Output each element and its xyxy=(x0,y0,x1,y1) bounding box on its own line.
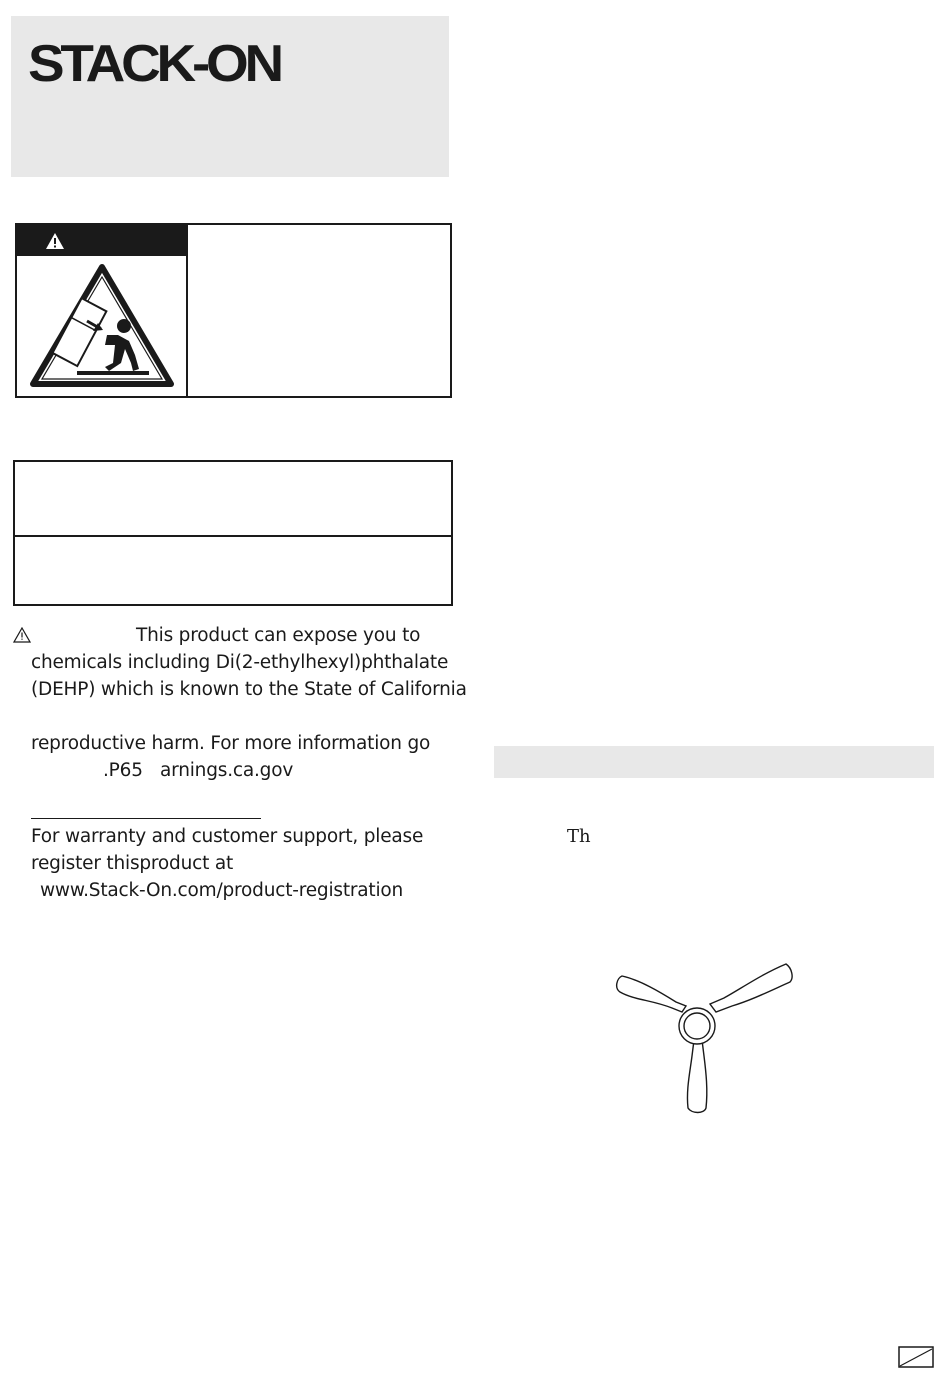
support-line-2: register thisproduct at xyxy=(31,853,234,874)
box-icon xyxy=(898,1346,934,1368)
prop65-line-3: (DEHP) which is known to the State of California xyxy=(31,679,467,700)
tip-over-warning-box xyxy=(15,223,452,398)
prop65-line-5b[interactable]: arnings.ca.gov xyxy=(160,760,294,781)
three-spoke-handle-icon xyxy=(612,960,794,1116)
section-band xyxy=(494,746,934,778)
warning-header-bar xyxy=(17,225,186,256)
warning-triangle-icon xyxy=(45,232,65,250)
prop65-line-1: This product can expose you to xyxy=(136,625,421,646)
notice-box xyxy=(13,460,453,606)
right-text-fragment: Th xyxy=(567,826,591,847)
notice-divider xyxy=(15,535,451,537)
section-rule xyxy=(31,818,261,819)
warning-triangle-icon xyxy=(13,627,31,643)
stack-on-logo xyxy=(28,36,288,88)
support-line-1: For warranty and customer support, please xyxy=(31,826,424,847)
svg-text:STACK-ON: STACK-ON xyxy=(28,36,282,88)
registration-link[interactable]: www.Stack-On.com/product-registration xyxy=(40,880,404,901)
warning-divider xyxy=(186,225,188,396)
tip-over-hazard-icon xyxy=(29,263,175,389)
prop65-line-2: chemicals including Di(2-ethylhexyl)phthalate xyxy=(31,652,449,673)
prop65-line-4: reproductive harm. For more information go xyxy=(31,733,431,754)
prop65-line-5a: .P65 xyxy=(103,760,143,781)
